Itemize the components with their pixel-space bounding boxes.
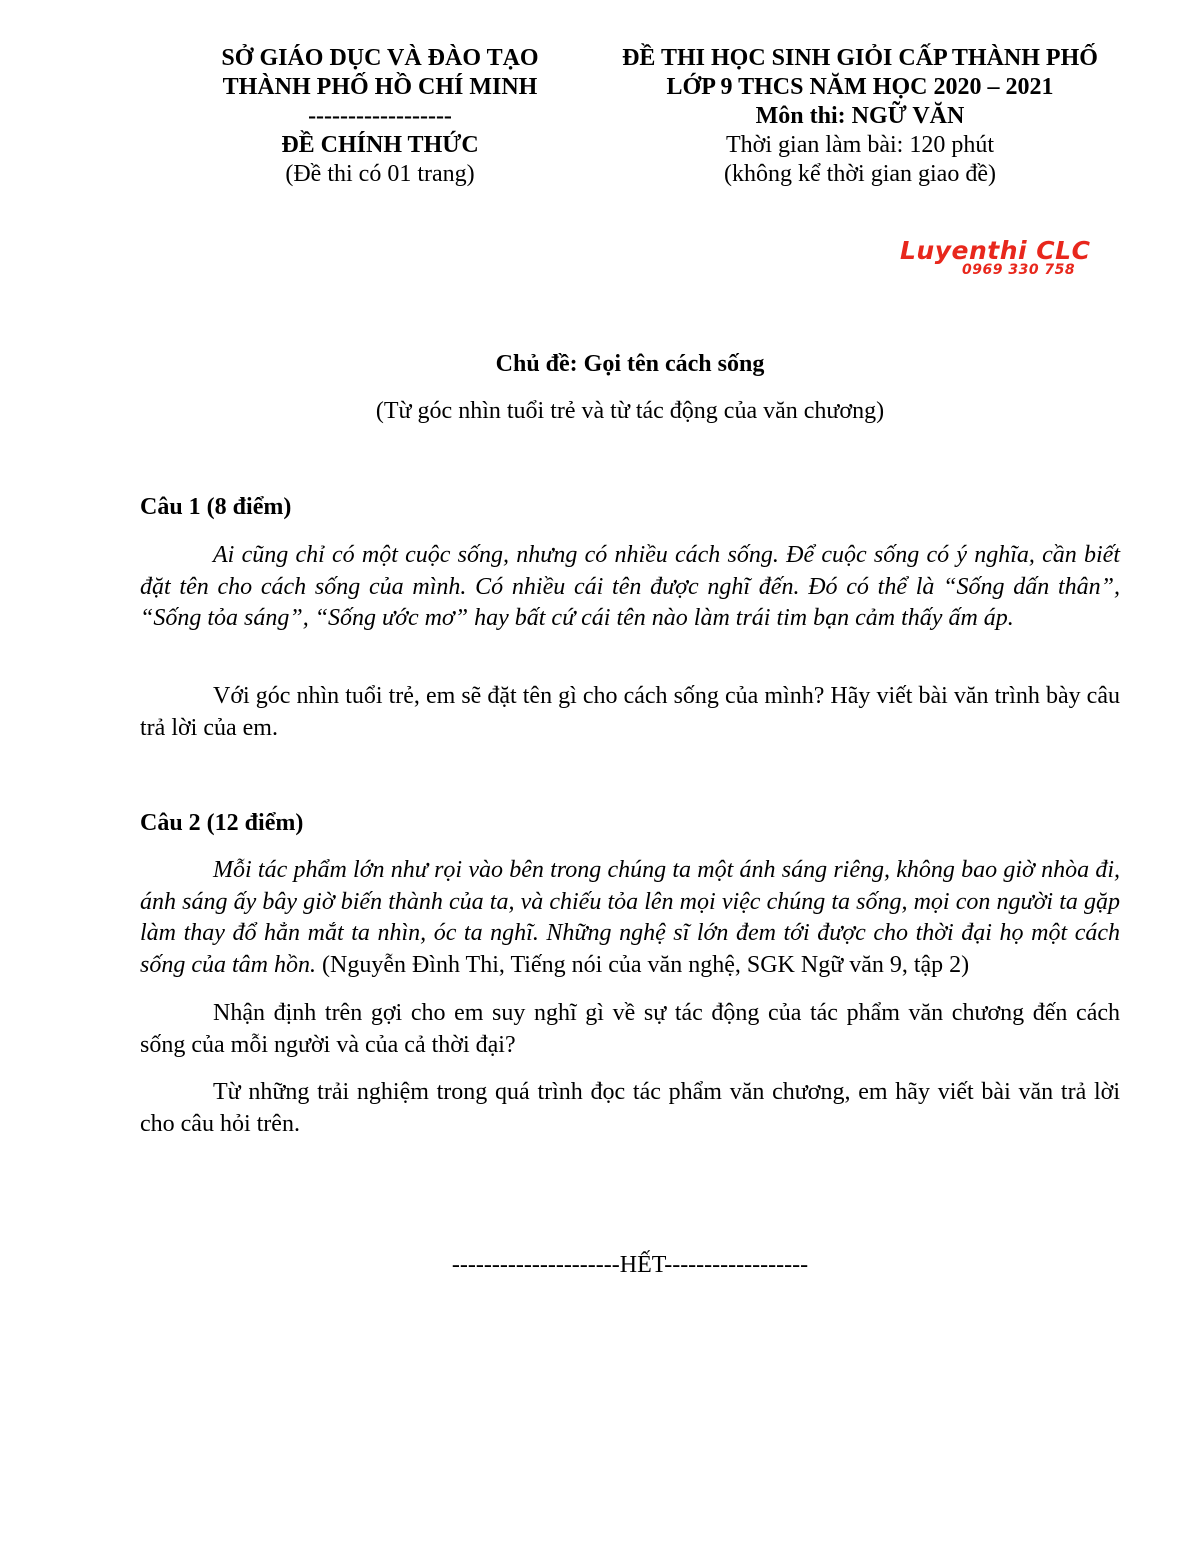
exam-title: ĐỀ THI HỌC SINH GIỎI CẤP THÀNH PHỐ <box>622 45 1098 71</box>
question-2-prompt-2: Từ những trải nghiệm trong quá trình đọc tác phẩm văn chương, em hãy viết bài văn trả lời cho câu hỏi trên. <box>140 1079 1120 1137</box>
department-name: SỞ GIÁO DỤC VÀ ĐÀO TẠO <box>221 45 539 71</box>
question-2-prompt-1: Nhận định trên gợi cho em suy nghĩ gì về sự tác động của tác phẩm văn chương đến cách sống của mỗi người và của cả thời đại? <box>140 1000 1120 1058</box>
city-name: THÀNH PHỐ HỒ CHÍ MINH <box>222 74 538 100</box>
exam-info-block <box>595 44 1125 189</box>
exam-grade-year: LỚP 9 THCS NĂM HỌC 2020 – 2021 <box>666 74 1054 100</box>
question-2-passage: Mỗi tác phẩm lớn như rọi vào bên trong chúng ta một ánh sáng riêng, không bao giờ nhòa đi, ánh sáng ấy bây giờ biến thành của ta, và chiếu tỏa lên mọi việc chúng ta sống, mọi con người ta gặp làm thay đổ hẳn mắt ta nhìn, óc ta nghĩ. Những nghệ sĩ lớn đem tới được cho thời đại họ một cách sống của tâm hồn. <box>140 857 1120 978</box>
exam-duration: Thời gian làm bài: 120 phút <box>726 132 994 158</box>
question-1-prompt: Với góc nhìn tuổi trẻ, em sẽ đặt tên gì cho cách sống của mình? Hãy viết bài văn trình bày câu trả lời của em. <box>140 683 1120 741</box>
watermark-name: Luyenthi CLC <box>900 236 1091 265</box>
official-label: ĐỀ CHÍNH THỨC <box>281 132 479 158</box>
end-marker: ---------------------HẾT------------------ <box>451 1252 809 1278</box>
question-1-heading: Câu 1 (8 điểm) <box>140 494 292 520</box>
subject-label: Môn thi: <box>755 103 846 129</box>
question-2-passage-block <box>140 855 1120 981</box>
question-1-passage: Ai cũng chỉ có một cuộc sống, nhưng có nhiều cách sống. Để cuộc sống có ý nghĩa, cần biết đặt tên cho cách sống của mình. Có nhiều cái tên được nghĩ đến. Đó có thể là “Sống dấn thân”, “Sống tỏa sáng”, “Sống ước mơ” hay bất cứ cái tên nào làm trái tim bạn cảm thấy ấm áp. <box>140 542 1120 631</box>
watermark-phone: 0969 330 758 <box>962 262 1076 278</box>
exam-duration-note: (không kể thời gian giao đề) <box>724 161 996 187</box>
question-2-source: (Nguyễn Đình Thi, Tiếng nói của văn nghệ, SGK Ngữ văn 9, tập 2) <box>316 951 970 978</box>
subject-name: NGỮ VĂN <box>851 103 965 129</box>
topic-subtitle: (Từ góc nhìn tuổi trẻ và từ tác động của văn chương) <box>375 398 885 424</box>
issuer-block <box>160 44 600 189</box>
question-2-heading: Câu 2 (12 điểm) <box>140 810 304 836</box>
watermark-logo <box>900 236 1125 286</box>
exam-subject <box>595 102 1125 131</box>
topic-title: Chủ đề: Gọi tên cách sống <box>495 351 765 377</box>
page-count-note: (Đề thi có 01 trang) <box>285 161 475 187</box>
header-divider: ------------------ <box>308 103 452 129</box>
